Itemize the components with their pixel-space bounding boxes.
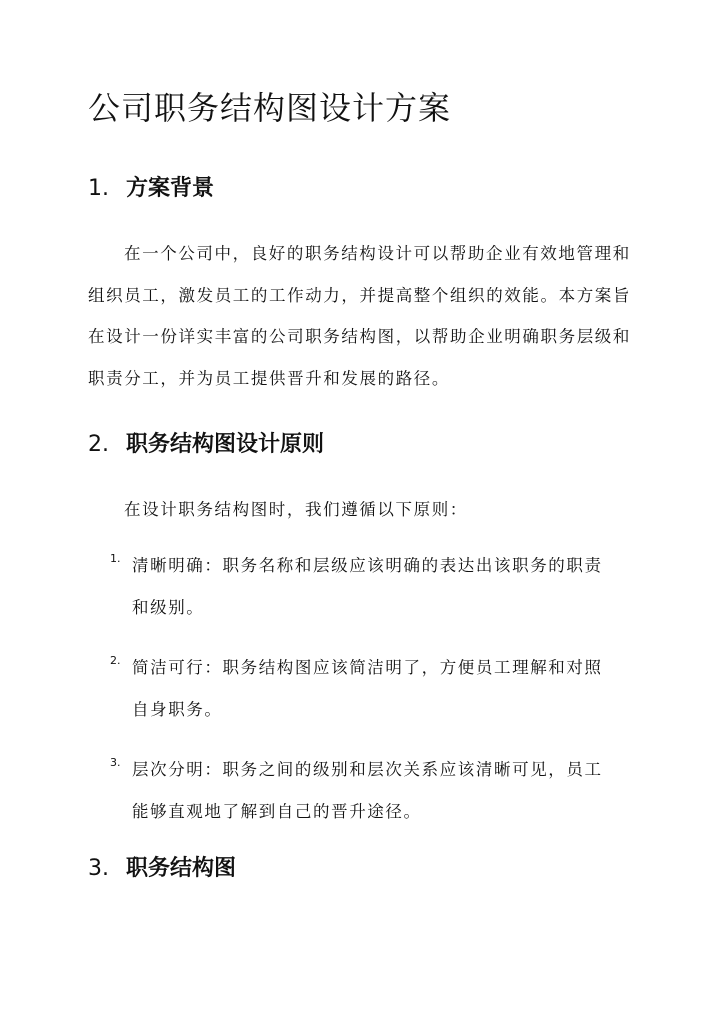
- section-title: 职务结构图: [126, 856, 237, 881]
- list-item: [110, 545, 620, 629]
- section-number: 2.: [88, 432, 109, 457]
- list-item-text: 层次分明：职务之间的级别和层次关系应该清晰可见，员工能够直观地了解到自己的晋升途径。: [132, 760, 603, 821]
- section-heading-background: [88, 174, 214, 204]
- principles-intro: 在设计职务结构图时，我们遵循以下原则：: [124, 500, 468, 519]
- section-title: 方案背景: [126, 176, 215, 201]
- section-number: 1.: [88, 176, 109, 201]
- document-title: 公司职务结构图设计方案: [88, 89, 452, 127]
- list-item: [110, 749, 620, 833]
- section-title: 职务结构图设计原则: [126, 432, 325, 457]
- list-item-text: 清晰明确：职务名称和层级应该明确的表达出该职务的职责和级别。: [132, 556, 603, 617]
- section-number: 3.: [88, 856, 109, 881]
- section-heading-chart: [88, 854, 236, 884]
- list-item-number: 2.: [110, 654, 121, 667]
- list-item-text: 简洁可行：职务结构图应该简洁明了，方便员工理解和对照自身职务。: [132, 658, 603, 719]
- list-item-number: 1.: [110, 552, 121, 565]
- list-item: [110, 647, 620, 731]
- section-heading-principles: [88, 430, 324, 460]
- list-item-number: 3.: [110, 756, 121, 769]
- background-paragraph: 在一个公司中，良好的职务结构设计可以帮助企业有效地管理和组织员工，激发员工的工作动力，并提高整个组织的效能。本方案旨在设计一份详实丰富的公司职务结构图，以帮助企业明确职务层级和职责分工，并为员工提供晋升和发展的路径。: [88, 244, 631, 388]
